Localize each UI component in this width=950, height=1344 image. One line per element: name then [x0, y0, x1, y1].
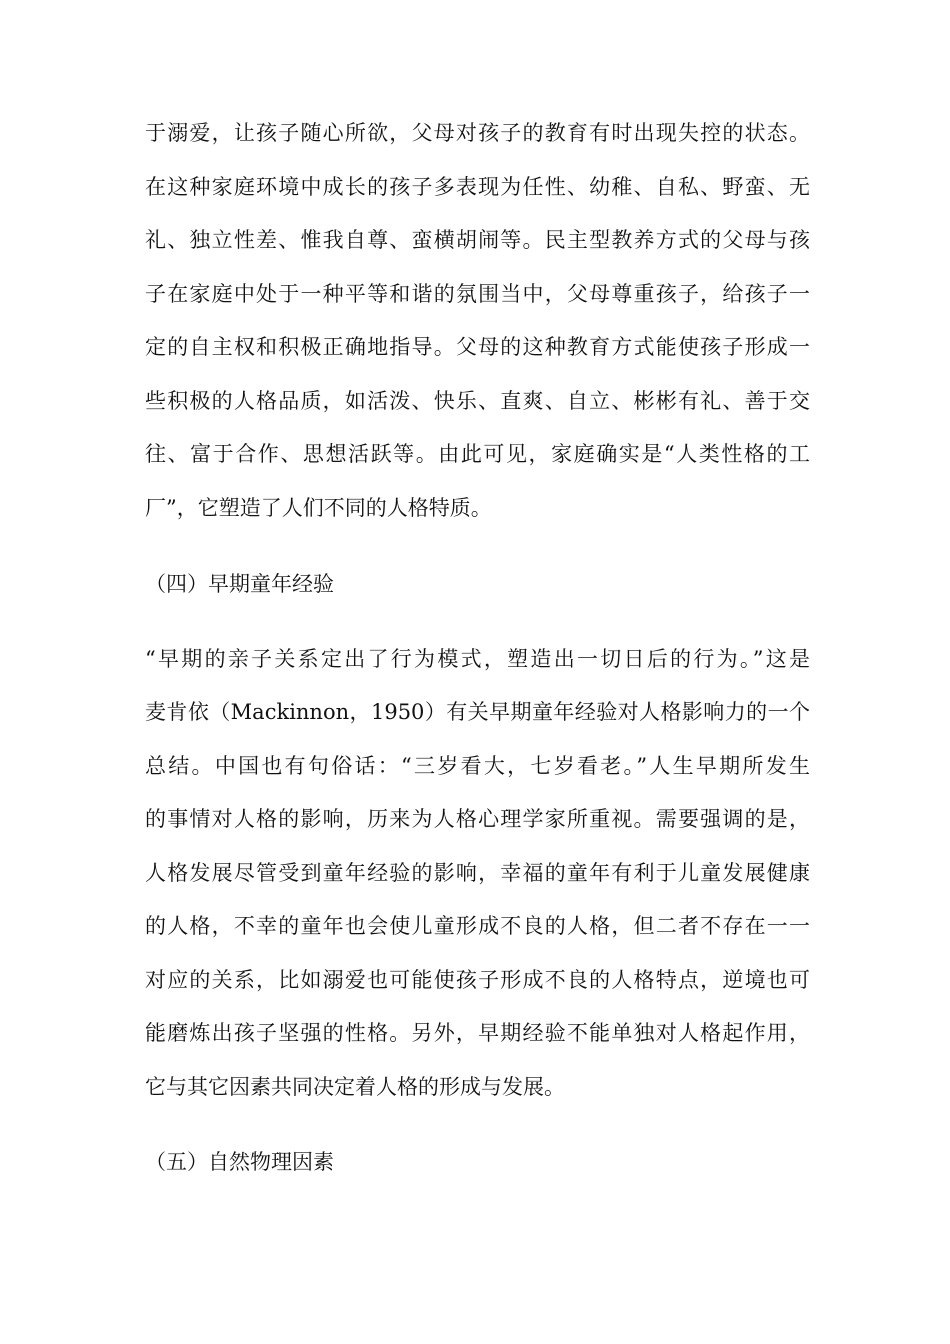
text-line: 在这种家庭环境中成长的孩子多表现为任性、幼稚、自私、野蛮、无 [145, 175, 810, 199]
text-line: 于溺爱，让孩子随心所欲，父母对孩子的教育有时出现失控的状态。 [145, 121, 810, 145]
text-line: 人格发展尽管受到童年经验的影响，幸福的童年有利于儿童发展健康 [145, 861, 810, 885]
text-line: 厂”，它塑造了人们不同的人格特质。 [145, 496, 492, 520]
text-line: 它与其它因素共同决定着人格的形成与发展。 [145, 1075, 565, 1099]
text-line: 对应的关系，比如溺爱也可能使孩子形成不良的人格特点，逆境也可 [145, 968, 810, 992]
text-line: 总结。中国也有句俗话：“三岁看大，七岁看老。”人生早期所发生 [145, 754, 810, 778]
text-line: 能磨炼出孩子坚强的性格。另外，早期经验不能单独对人格起作用， [145, 1021, 810, 1045]
text-line: 定的自主权和积极正确地指导。父母的这种教育方式能使孩子形成一 [145, 335, 810, 359]
text-line: 的事情对人格的影响，历来为人格心理学家所重视。需要强调的是， [145, 807, 810, 831]
section-heading-natural-physical: （五）自然物理因素 [145, 1150, 334, 1174]
text-line: 礼、独立性差、惟我自尊、蛮横胡闹等。民主型教养方式的父母与孩 [145, 228, 810, 252]
section-heading-early-childhood: （四）早期童年经验 [145, 572, 334, 596]
text-line: “早期的亲子关系定出了行为模式，塑造出一切日后的行为。”这是 [145, 647, 810, 671]
text-line: 往、富于合作、思想活跃等。由此可见，家庭确实是“人类性格的工 [145, 442, 810, 466]
text-line: 些积极的人格品质，如活泼、快乐、直爽、自立、彬彬有礼、善于交 [145, 389, 810, 413]
text-line: 麦肯依（Mackinnon，1950）有关早期童年经验对人格影响力的一个 [145, 700, 810, 724]
text-line: 的人格，不幸的童年也会使儿童形成不良的人格，但二者不存在一一 [145, 914, 810, 938]
text-line: 子在家庭中处于一种平等和谐的氛围当中，父母尊重孩子，给孩子一 [145, 282, 810, 306]
